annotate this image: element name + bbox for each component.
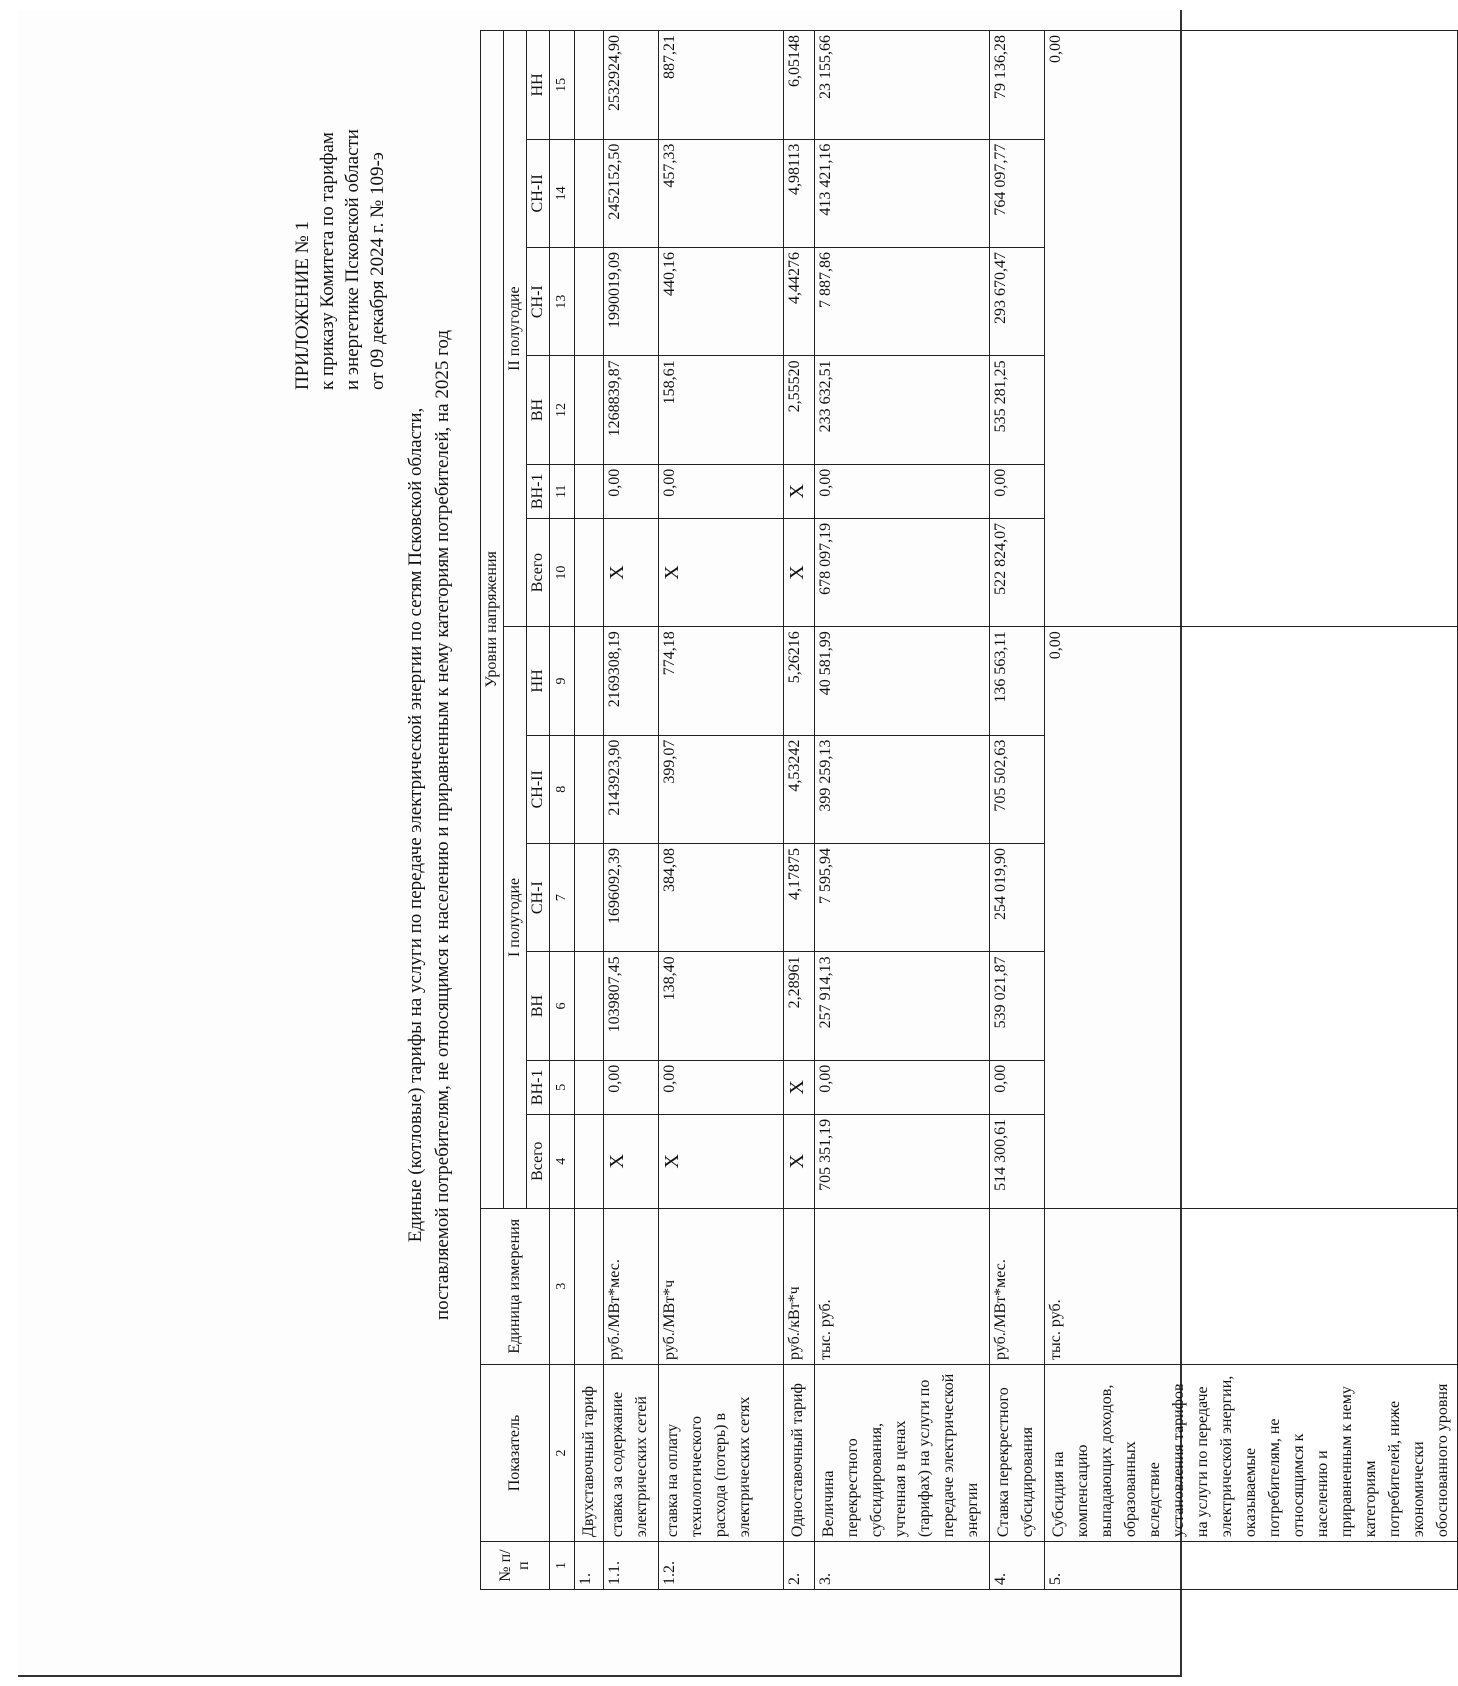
table-cell	[575, 139, 604, 247]
column-number: 15	[550, 31, 575, 140]
half-year-2-subsidy: 0,00	[1045, 31, 1458, 627]
document-title	[402, 20, 456, 1630]
table-row	[784, 31, 815, 1590]
row-number: 1.1.	[604, 1542, 659, 1590]
header-voltage-levels: Уровни напряжения	[481, 31, 504, 1209]
header-sn1: СН-I	[527, 248, 550, 356]
table-row	[604, 31, 659, 1590]
column-number: 3	[550, 1208, 575, 1364]
row-indicator: Двухставочный тариф	[575, 1364, 604, 1541]
column-number: 12	[550, 356, 575, 464]
table-cell: 0,00	[659, 464, 784, 518]
table-cell	[575, 518, 604, 626]
table-cell: 0,00	[990, 464, 1045, 518]
table-row	[659, 31, 784, 1590]
table-cell	[575, 464, 604, 518]
table-cell	[575, 627, 604, 735]
header-indicator: Показатель	[481, 1364, 550, 1541]
header-total: Всего	[527, 1114, 550, 1208]
table-cell: 136 563,11	[990, 627, 1045, 735]
appendix-order-date: от 09 декабря 2024 г. № 109-э	[367, 152, 388, 390]
table-cell: X	[784, 464, 815, 518]
header-vn: ВН	[527, 356, 550, 464]
table-cell: 0,00	[815, 464, 990, 518]
table-cell: 413 421,16	[815, 139, 990, 247]
header-half-year-1: I полугодие	[504, 627, 527, 1208]
table-cell: 1268839,87	[604, 356, 659, 464]
column-number: 4	[550, 1114, 575, 1208]
row-number: 1.2.	[659, 1542, 784, 1590]
column-number: 7	[550, 843, 575, 951]
header-sn1: СН-I	[527, 843, 550, 951]
table-cell: 23 155,66	[815, 31, 990, 140]
table-cell: X	[784, 1060, 815, 1114]
row-number: 5.	[1045, 1542, 1458, 1590]
table-cell: 40 581,99	[815, 627, 990, 735]
header-vn1: ВН-1	[527, 464, 550, 518]
table-cell: 254 019,90	[990, 843, 1045, 951]
table-cell: 399,07	[659, 735, 784, 843]
table-cell: X	[659, 518, 784, 626]
column-number: 14	[550, 139, 575, 247]
row-unit: тыс. руб.	[1045, 1208, 1458, 1364]
appendix-line: и энергетике Псковской области	[342, 129, 363, 390]
half-year-1-subsidy: 0,00	[1045, 627, 1458, 1208]
table-cell	[575, 952, 604, 1060]
table-cell	[575, 31, 604, 140]
row-indicator: Субсидия на компенсацию выпадающих доходов, образованных вследствие установления тарифов на услуги по передаче электрической энергии, оказываемые потребителям, не относящимся к населению и приравненным к нему категориям потребителей, ниже экономически обоснованного уровня	[1045, 1364, 1458, 1541]
table-cell: 764 097,77	[990, 139, 1045, 247]
table-cell: 4,53242	[784, 735, 815, 843]
table-cell: 0,00	[990, 1060, 1045, 1114]
header-unit: Единица измерения	[481, 1208, 550, 1364]
table-cell	[575, 356, 604, 464]
row-number: 4.	[990, 1542, 1045, 1590]
table-cell: 457,33	[659, 139, 784, 247]
header-nn: НН	[527, 31, 550, 140]
column-number: 5	[550, 1060, 575, 1114]
table-cell: 0,00	[604, 464, 659, 518]
table-cell: 293 670,47	[990, 248, 1045, 356]
column-number: 10	[550, 518, 575, 626]
table-cell: 4,98113	[784, 139, 815, 247]
table-cell: X	[784, 518, 815, 626]
table-cell: 4,44276	[784, 248, 815, 356]
row-unit: руб./МВт*ч	[659, 1208, 784, 1364]
column-number: 1	[550, 1542, 575, 1590]
tariff-table	[480, 30, 1458, 1590]
table-cell: 1696092,39	[604, 843, 659, 951]
header-sn2: СН-II	[527, 139, 550, 247]
row-unit: руб./кВт*ч	[784, 1208, 815, 1364]
table-cell: 158,61	[659, 356, 784, 464]
row-indicator: Ставка перекрестного субсидирования	[990, 1364, 1045, 1541]
tariff-table-body	[575, 31, 1458, 1590]
table-cell	[575, 843, 604, 951]
title-line: Единые (котловые) тарифы на услуги по передаче электрической энергии по сетям Псковской области,	[405, 407, 426, 1243]
row-unit: руб./МВт*мес.	[990, 1208, 1045, 1364]
row-unit: руб./МВт*мес.	[604, 1208, 659, 1364]
table-cell: 1039807,45	[604, 952, 659, 1060]
table-cell: 399 259,13	[815, 735, 990, 843]
table-row	[575, 31, 604, 1590]
header-nn: НН	[527, 627, 550, 735]
column-number: 8	[550, 735, 575, 843]
table-cell: X	[659, 1114, 784, 1208]
table-cell: 522 824,07	[990, 518, 1045, 626]
table-cell: 7 887,86	[815, 248, 990, 356]
appendix-header	[290, 129, 390, 390]
table-cell: 138,40	[659, 952, 784, 1060]
table-cell: X	[604, 518, 659, 626]
table-cell: X	[604, 1114, 659, 1208]
header-vn: ВН	[527, 952, 550, 1060]
row-number: 2.	[784, 1542, 815, 1590]
row-indicator: Величина перекрестного субсидирования, учтенная в ценах (тарифах) на услуги по передаче электрической энергии	[815, 1364, 990, 1541]
column-number: 13	[550, 248, 575, 356]
title-line: поставляемой потребителям, не относящимся к населению и приравненным к нему категориям потребителей, на 2025 год	[432, 329, 453, 1321]
table-cell: 384,08	[659, 843, 784, 951]
row-unit	[575, 1208, 604, 1364]
table-cell: 79 136,28	[990, 31, 1045, 140]
table-cell	[575, 1114, 604, 1208]
table-cell: X	[784, 1114, 815, 1208]
table-cell: 0,00	[659, 1060, 784, 1114]
table-cell: 257 914,13	[815, 952, 990, 1060]
table-cell: 887,21	[659, 31, 784, 140]
table-cell: 2532924,90	[604, 31, 659, 140]
table-cell: 705 502,63	[990, 735, 1045, 843]
row-number: 1.	[575, 1542, 604, 1590]
column-number: 11	[550, 464, 575, 518]
table-cell: 2,55520	[784, 356, 815, 464]
table-cell	[575, 1060, 604, 1114]
table-cell: 678 097,19	[815, 518, 990, 626]
table-cell	[575, 735, 604, 843]
table-cell: 6,05148	[784, 31, 815, 140]
header-total: Всего	[527, 518, 550, 626]
table-cell: 535 281,25	[990, 356, 1045, 464]
row-indicator: Одноставочный тариф	[784, 1364, 815, 1541]
table-cell: 2143923,90	[604, 735, 659, 843]
table-row	[1045, 31, 1458, 1590]
row-number: 3.	[815, 1542, 990, 1590]
table-cell: 4,17875	[784, 843, 815, 951]
table-cell: 1990019,09	[604, 248, 659, 356]
header-vn1: ВН-1	[527, 1060, 550, 1114]
table-cell: 705 351,19	[815, 1114, 990, 1208]
table-cell	[575, 248, 604, 356]
table-cell: 440,16	[659, 248, 784, 356]
table-cell: 0,00	[604, 1060, 659, 1114]
table-cell: 539 021,87	[990, 952, 1045, 1060]
table-cell: 5,26216	[784, 627, 815, 735]
table-cell: 2,28961	[784, 952, 815, 1060]
appendix-line: к приказу Комитета по тарифам	[317, 132, 338, 390]
row-indicator: ставка за содержание электрических сетей	[604, 1364, 659, 1541]
header-sn2: СН-II	[527, 735, 550, 843]
row-unit: тыс. руб.	[815, 1208, 990, 1364]
header-no: № п/п	[481, 1542, 550, 1590]
table-row	[815, 31, 990, 1590]
header-half-year-2: II полугодие	[504, 31, 527, 627]
appendix-title: ПРИЛОЖЕНИЕ № 1	[292, 221, 313, 390]
table-cell: 514 300,61	[990, 1114, 1045, 1208]
table-row	[990, 31, 1045, 1590]
table-cell: 0,00	[815, 1060, 990, 1114]
column-number: 9	[550, 627, 575, 735]
table-cell: 2452152,50	[604, 139, 659, 247]
column-number: 2	[550, 1364, 575, 1541]
column-number: 6	[550, 952, 575, 1060]
table-cell: 7 595,94	[815, 843, 990, 951]
table-cell: 233 632,51	[815, 356, 990, 464]
table-cell: 2169308,19	[604, 627, 659, 735]
table-cell: 774,18	[659, 627, 784, 735]
rotated-page	[120, 20, 1451, 1630]
row-indicator: ставка на оплату технологического расхода (потерь) в электрических сетях	[659, 1364, 784, 1541]
